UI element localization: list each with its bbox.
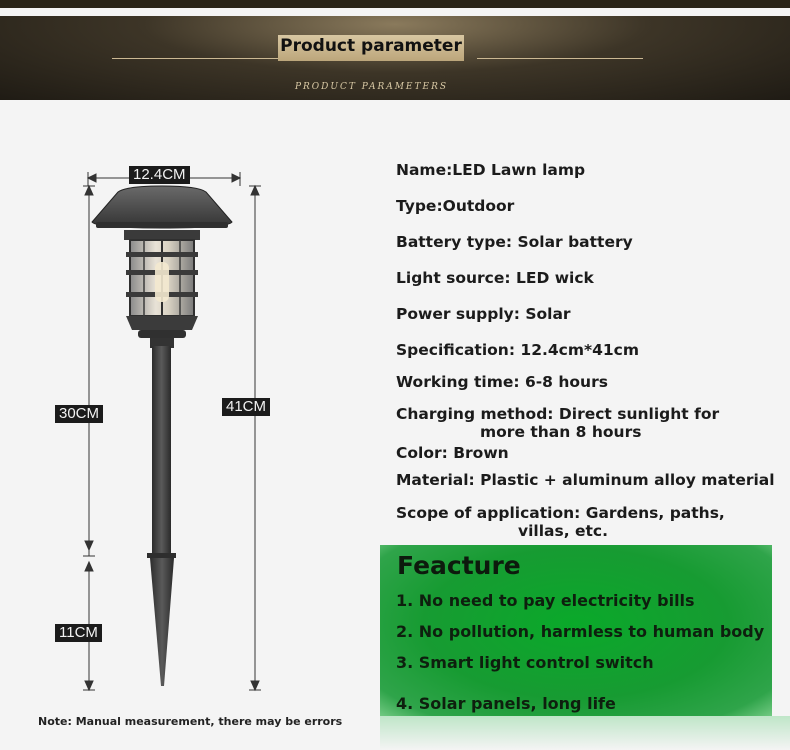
spec-battery: Battery type: Solar battery <box>396 233 633 251</box>
feature-title: Feacture <box>397 551 521 580</box>
width-label: 12.4CM <box>129 166 190 184</box>
spec-specification: Specification: 12.4cm*41cm <box>396 341 640 359</box>
spec-working-time: Working time: 6-8 hours <box>396 373 608 391</box>
banner-line-right <box>477 58 643 59</box>
spec-light-source: Light source: LED wick <box>396 269 594 287</box>
spec-scope <box>396 504 786 540</box>
spec-name: Name:LED Lawn lamp <box>396 161 586 179</box>
spec-color: Color: Brown <box>396 444 509 462</box>
measurement-note: Note: Manual measurement, there may be errors <box>38 715 343 728</box>
lamp-head <box>92 186 232 348</box>
feature-item: 3. Smart light control switch <box>396 653 654 672</box>
spec-charging-line1: Charging method: Direct sunlight for <box>396 405 720 423</box>
feature-fade <box>380 716 790 750</box>
stake-height-label: 11CM <box>55 624 102 642</box>
ground-stake <box>150 558 174 686</box>
lamp-pole <box>152 346 171 554</box>
spec-type: Type:Outdoor <box>396 197 515 215</box>
feature-panel <box>380 545 772 720</box>
page-title: Product parameter <box>280 36 462 56</box>
stake-collar <box>147 553 176 558</box>
pole-height-label: 30CM <box>55 405 103 423</box>
page-subtitle: PRODUCT PARAMETERS <box>294 82 449 92</box>
spec-charging-line2: more than 8 hours <box>480 423 642 441</box>
feature-item: 1. No need to pay electricity bills <box>396 591 695 610</box>
spec-material: Material: Plastic + aluminum alloy material <box>396 471 775 489</box>
total-height-label: 41CM <box>222 398 270 416</box>
feature-item: 4. Solar panels, long life <box>396 694 616 713</box>
feature-item: 2. No pollution, harmless to human body <box>396 622 765 641</box>
spec-power: Power supply: Solar <box>396 305 571 323</box>
spec-scope-line2: villas, etc. <box>518 522 609 540</box>
spec-scope-line1: Scope of application: Gardens, paths, <box>396 504 725 522</box>
spec-charging <box>396 405 786 441</box>
